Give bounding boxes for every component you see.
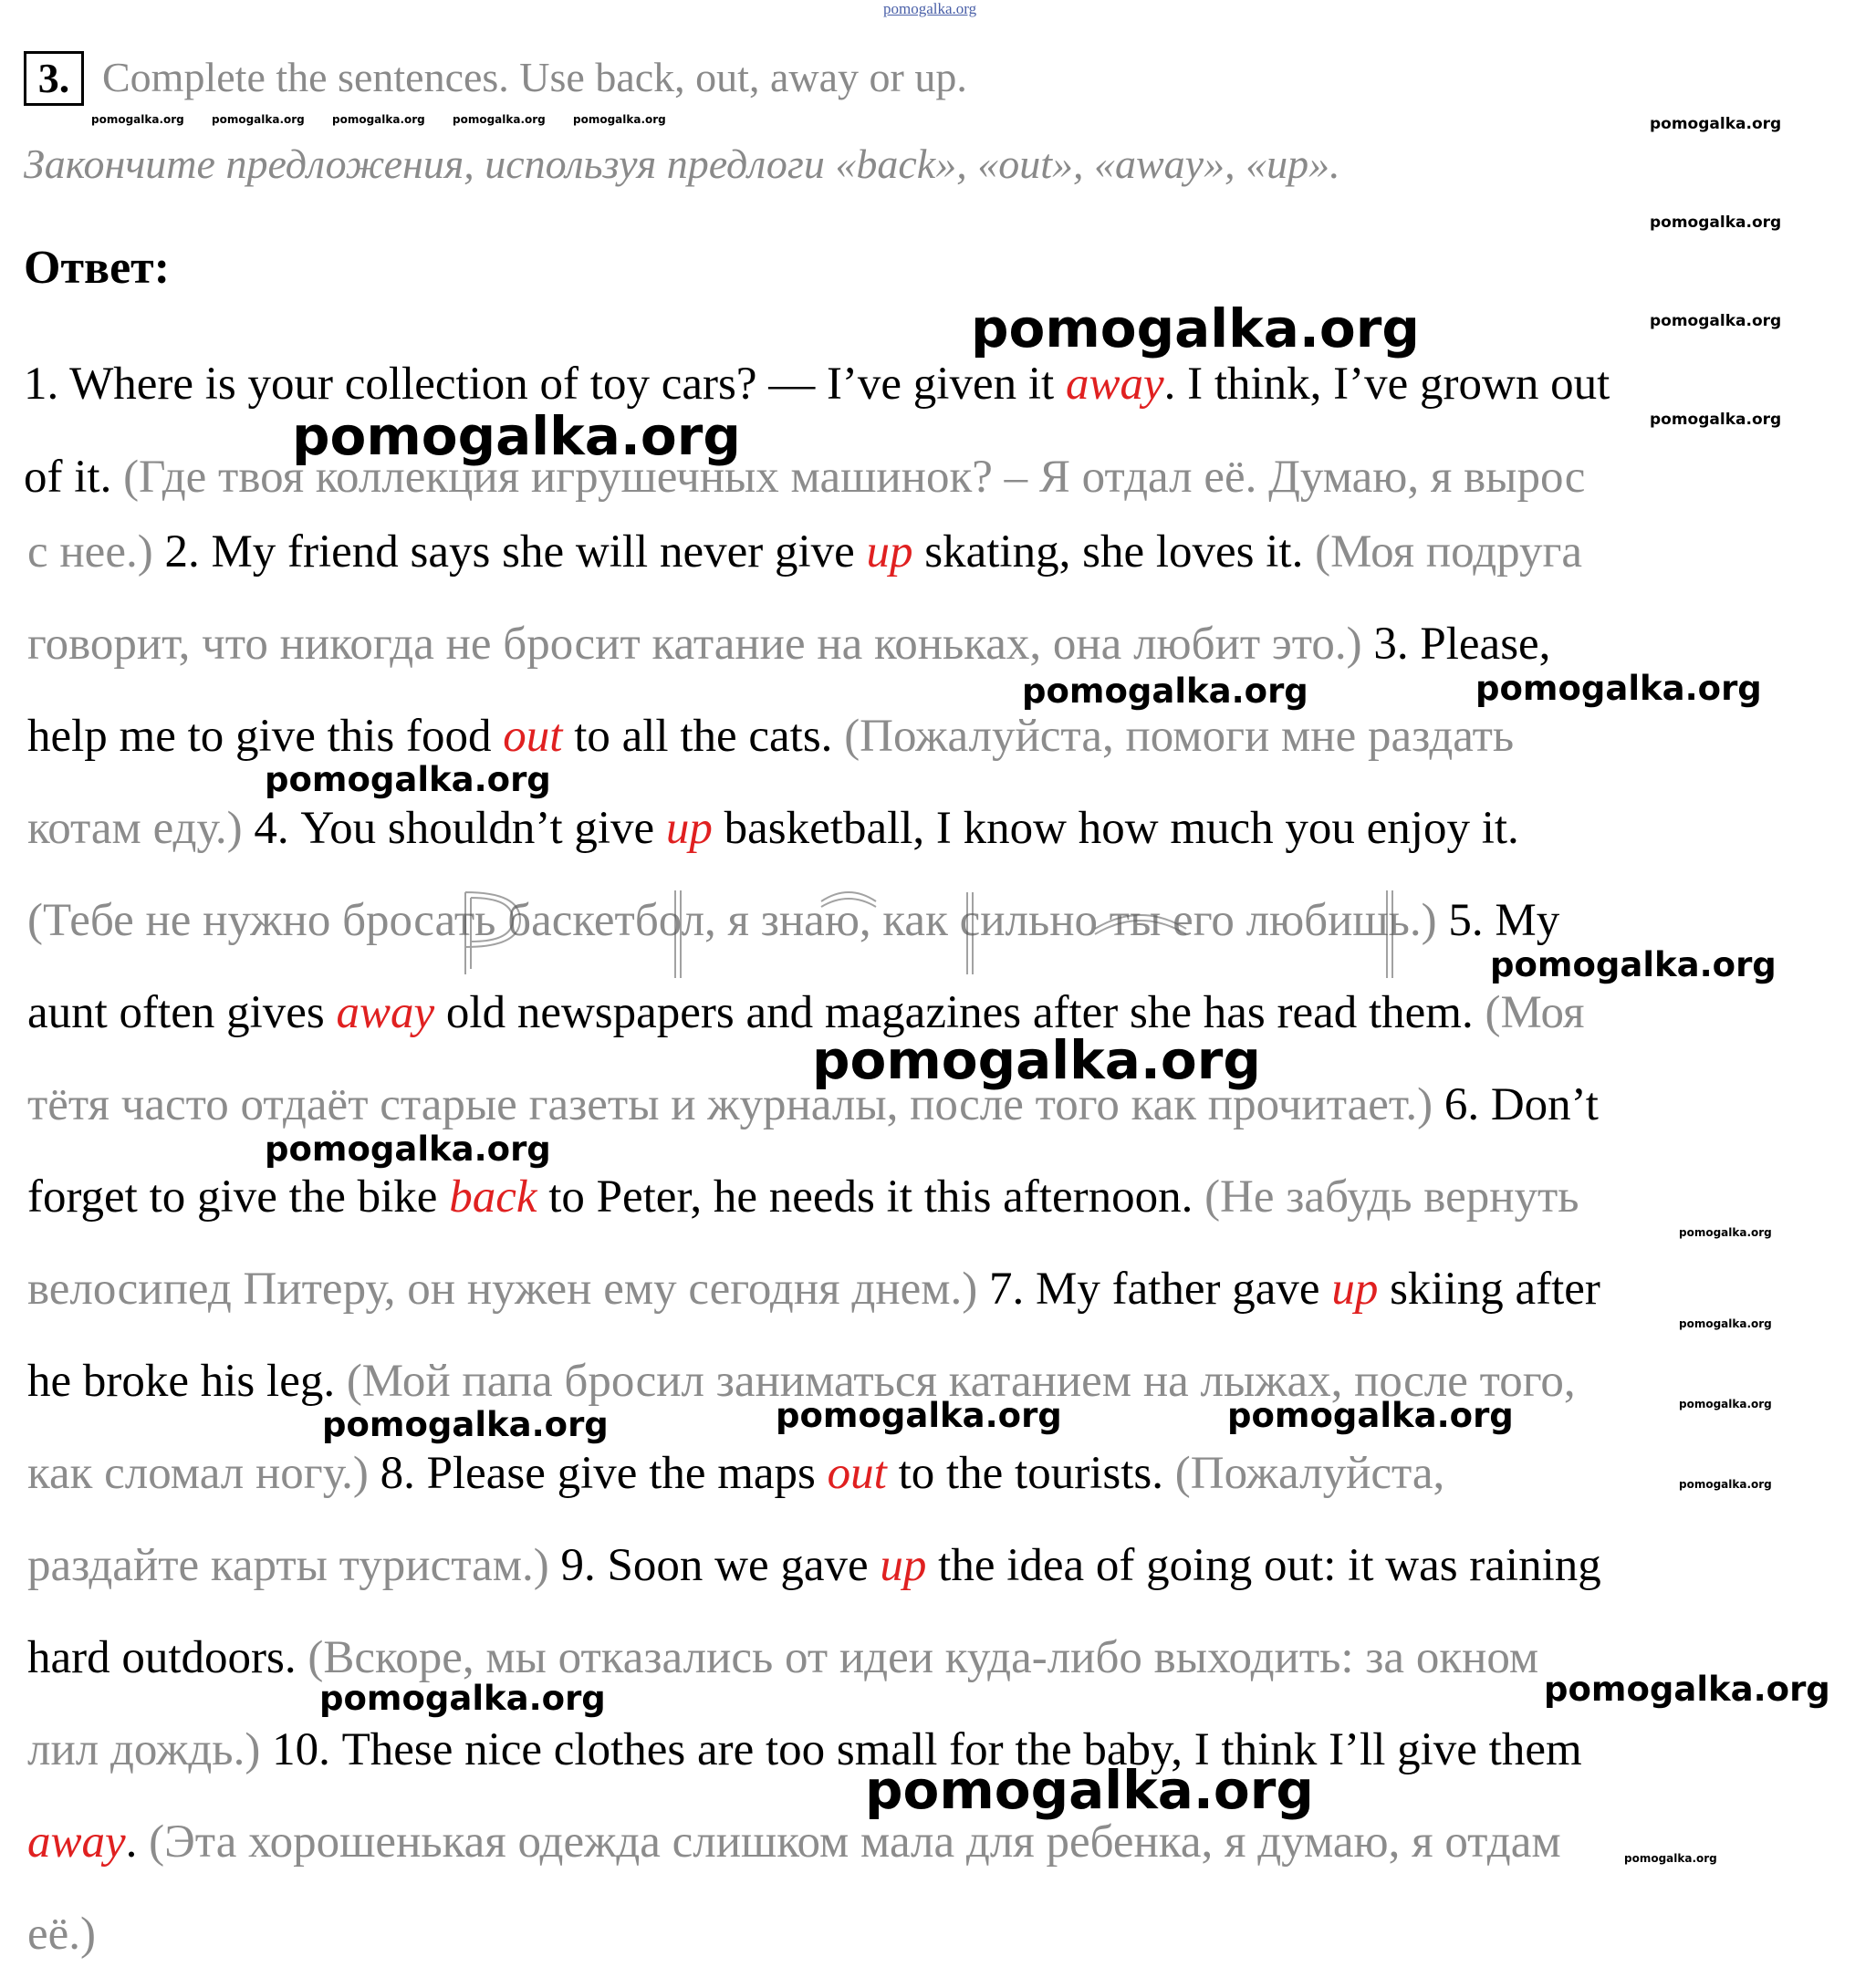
watermark-text: pomogalka.org bbox=[1475, 669, 1762, 708]
text-segment: of it. bbox=[24, 452, 124, 503]
text-segment: . bbox=[125, 1816, 150, 1868]
text-segment: 10. These nice clothes are too small for the baby, I think I’ll give them bbox=[260, 1724, 1582, 1775]
watermark-text: pomogalka.org bbox=[573, 113, 666, 126]
watermark-text: pomogalka.org bbox=[1022, 671, 1308, 711]
watermark-text: pomogalka.org bbox=[1624, 1852, 1717, 1865]
answer-line-11 bbox=[27, 1257, 1843, 1321]
text-segment: forget to give the bike bbox=[27, 1171, 450, 1223]
task-number: 3. bbox=[24, 51, 84, 106]
text-segment: aunt often gives bbox=[27, 987, 337, 1038]
watermark-text: pomogalka.org bbox=[1490, 945, 1777, 984]
translation-segment: (Моя подруга bbox=[1315, 526, 1583, 578]
text-segment: 1. Where is your collection of toy cars? — I’ve given it bbox=[24, 359, 1066, 410]
answer-word: away bbox=[336, 987, 435, 1038]
answer-word: away bbox=[27, 1816, 126, 1868]
text-segment: . I think, I’ve grown out bbox=[1163, 359, 1610, 410]
answer-line-3 bbox=[27, 520, 1843, 584]
text-segment: skating, she loves it. bbox=[912, 526, 1316, 578]
watermark-text: pomogalka.org bbox=[453, 113, 546, 126]
answer-line-14 bbox=[27, 1534, 1843, 1598]
answer-word: up bbox=[665, 803, 713, 854]
answer-word: up bbox=[880, 1540, 927, 1591]
translation-segment: (Моя bbox=[1485, 987, 1585, 1038]
translation-segment: раздайте карты туристам.) bbox=[27, 1540, 549, 1591]
translation-segment: как сломал ногу.) bbox=[27, 1448, 369, 1499]
text-segment: old newspapers and magazines after she has read them. bbox=[434, 987, 1485, 1038]
text-segment: to the tourists. bbox=[886, 1448, 1175, 1499]
watermark-text: pomogalka.org bbox=[865, 1759, 1314, 1821]
watermark-text: pomogalka.org bbox=[971, 297, 1420, 359]
answer-word: out bbox=[827, 1448, 887, 1499]
answer-word: out bbox=[503, 711, 563, 762]
translation-segment: тётя часто отдаёт старые газеты и журналы, после того как прочитает.) bbox=[27, 1079, 1433, 1130]
text-segment: basketball, I know how much you enjoy it. bbox=[712, 803, 1519, 854]
watermark-text: pomogalka.org bbox=[1650, 411, 1782, 429]
translation-segment: с нее.) bbox=[27, 526, 153, 578]
watermark-text: pomogalka.org bbox=[319, 1679, 606, 1718]
answer-heading: Ответ: bbox=[24, 242, 171, 294]
watermark-text: pomogalka.org bbox=[212, 113, 305, 126]
watermark-text: pomogalka.org bbox=[1679, 1398, 1772, 1410]
watermark-text: pomogalka.org bbox=[1650, 213, 1782, 232]
text-segment: he broke his leg. bbox=[27, 1356, 347, 1407]
translation-segment: (Мой папа бросил заниматься катанием на лыжах, после того, bbox=[346, 1356, 1576, 1407]
text-segment: skiing after bbox=[1378, 1264, 1600, 1315]
watermark-text: pomogalka.org bbox=[292, 405, 741, 467]
answer-line-10 bbox=[27, 1165, 1843, 1229]
translation-segment: велосипед Питеру, он нужен ему сегодня днем.) bbox=[27, 1264, 978, 1315]
text-segment: 4. You shouldn’t give bbox=[242, 803, 666, 854]
text-segment: hard outdoors. bbox=[27, 1632, 308, 1683]
watermark-text: pomogalka.org bbox=[1650, 312, 1782, 330]
watermark-text: pomogalka.org bbox=[1650, 115, 1782, 133]
text-segment: 7. My father gave bbox=[977, 1264, 1332, 1315]
watermark-text: pomogalka.org bbox=[265, 1129, 551, 1169]
translation-segment: (Пожалуйста, bbox=[1174, 1448, 1445, 1499]
answer-word: up bbox=[1331, 1264, 1379, 1315]
answer-line-18 bbox=[27, 1902, 1843, 1966]
watermark-text: pomogalka.org bbox=[1679, 1478, 1772, 1491]
instruction-russian: Закончите предложения, используя предлоги «back», «out», «away», «up». bbox=[24, 140, 1340, 187]
text-segment: to all the cats. bbox=[562, 711, 845, 762]
answer-word: up bbox=[866, 526, 913, 578]
watermark-text: pomogalka.org bbox=[812, 1029, 1261, 1091]
answer-word: away bbox=[1065, 359, 1164, 410]
translation-segment: котам еду.) bbox=[27, 803, 243, 854]
instruction-english: Complete the sentences. Use back, out, away or up. bbox=[102, 54, 967, 100]
answer-line-6 bbox=[27, 796, 1843, 860]
translation-segment: (Где твоя коллекция игрушечных машинок? – Я отдал её. Думаю, я вырос bbox=[123, 452, 1586, 503]
translation-segment: (Не забудь вернуть bbox=[1204, 1171, 1579, 1223]
text-segment: 6. Don’t bbox=[1433, 1079, 1599, 1130]
text-segment: 2. My friend says she will never give bbox=[152, 526, 867, 578]
watermark-text: pomogalka.org bbox=[776, 1396, 1062, 1435]
text-segment: the idea of going out: it was raining bbox=[926, 1540, 1601, 1591]
text-segment: 3. Please, bbox=[1361, 619, 1551, 670]
top-site-link[interactable]: pomogalka.org bbox=[883, 0, 977, 17]
watermark-text: pomogalka.org bbox=[91, 113, 184, 126]
text-segment: 5. My bbox=[1436, 895, 1560, 946]
translation-segment: (Эта хорошенькая одежда слишком мала для ребенка, я думаю, я отдам bbox=[149, 1816, 1561, 1868]
translation-segment: говорит, что никогда не бросит катание на коньках, она любит это.) bbox=[27, 619, 1362, 670]
text-segment: 9. Soon we gave bbox=[548, 1540, 881, 1591]
watermark-text: pomogalka.org bbox=[1544, 1670, 1830, 1709]
text-segment: help me to give this food bbox=[27, 711, 504, 762]
answer-line-5 bbox=[27, 704, 1843, 768]
text-segment: 8. Please give the maps bbox=[368, 1448, 828, 1499]
watermark-text: pomogalka.org bbox=[1679, 1226, 1772, 1239]
watermark-text: pomogalka.org bbox=[1679, 1317, 1772, 1330]
answer-word: back bbox=[449, 1171, 537, 1223]
translation-segment: (Пожалуйста, помоги мне раздать bbox=[844, 711, 1515, 762]
translation-segment: её.) bbox=[27, 1909, 97, 1960]
answer-line-13 bbox=[27, 1441, 1843, 1505]
translation-segment: (Вскоре, мы отказались от идеи куда-либо выходить: за окном bbox=[307, 1632, 1539, 1683]
watermark-text: pomogalka.org bbox=[322, 1405, 609, 1444]
watermark-text: pomogalka.org bbox=[1227, 1396, 1514, 1435]
answer-line-4 bbox=[27, 612, 1843, 676]
watermark-text: pomogalka.org bbox=[265, 760, 551, 799]
translation-segment: (Тебе не нужно бросать баскетбол, я знаю, как сильно ты его любишь.) bbox=[27, 895, 1437, 946]
translation-segment: лил дождь.) bbox=[27, 1724, 261, 1775]
answer-line-7 bbox=[27, 889, 1843, 952]
watermark-text: pomogalka.org bbox=[332, 113, 425, 126]
text-segment: to Peter, he needs it this afternoon. bbox=[537, 1171, 1205, 1223]
